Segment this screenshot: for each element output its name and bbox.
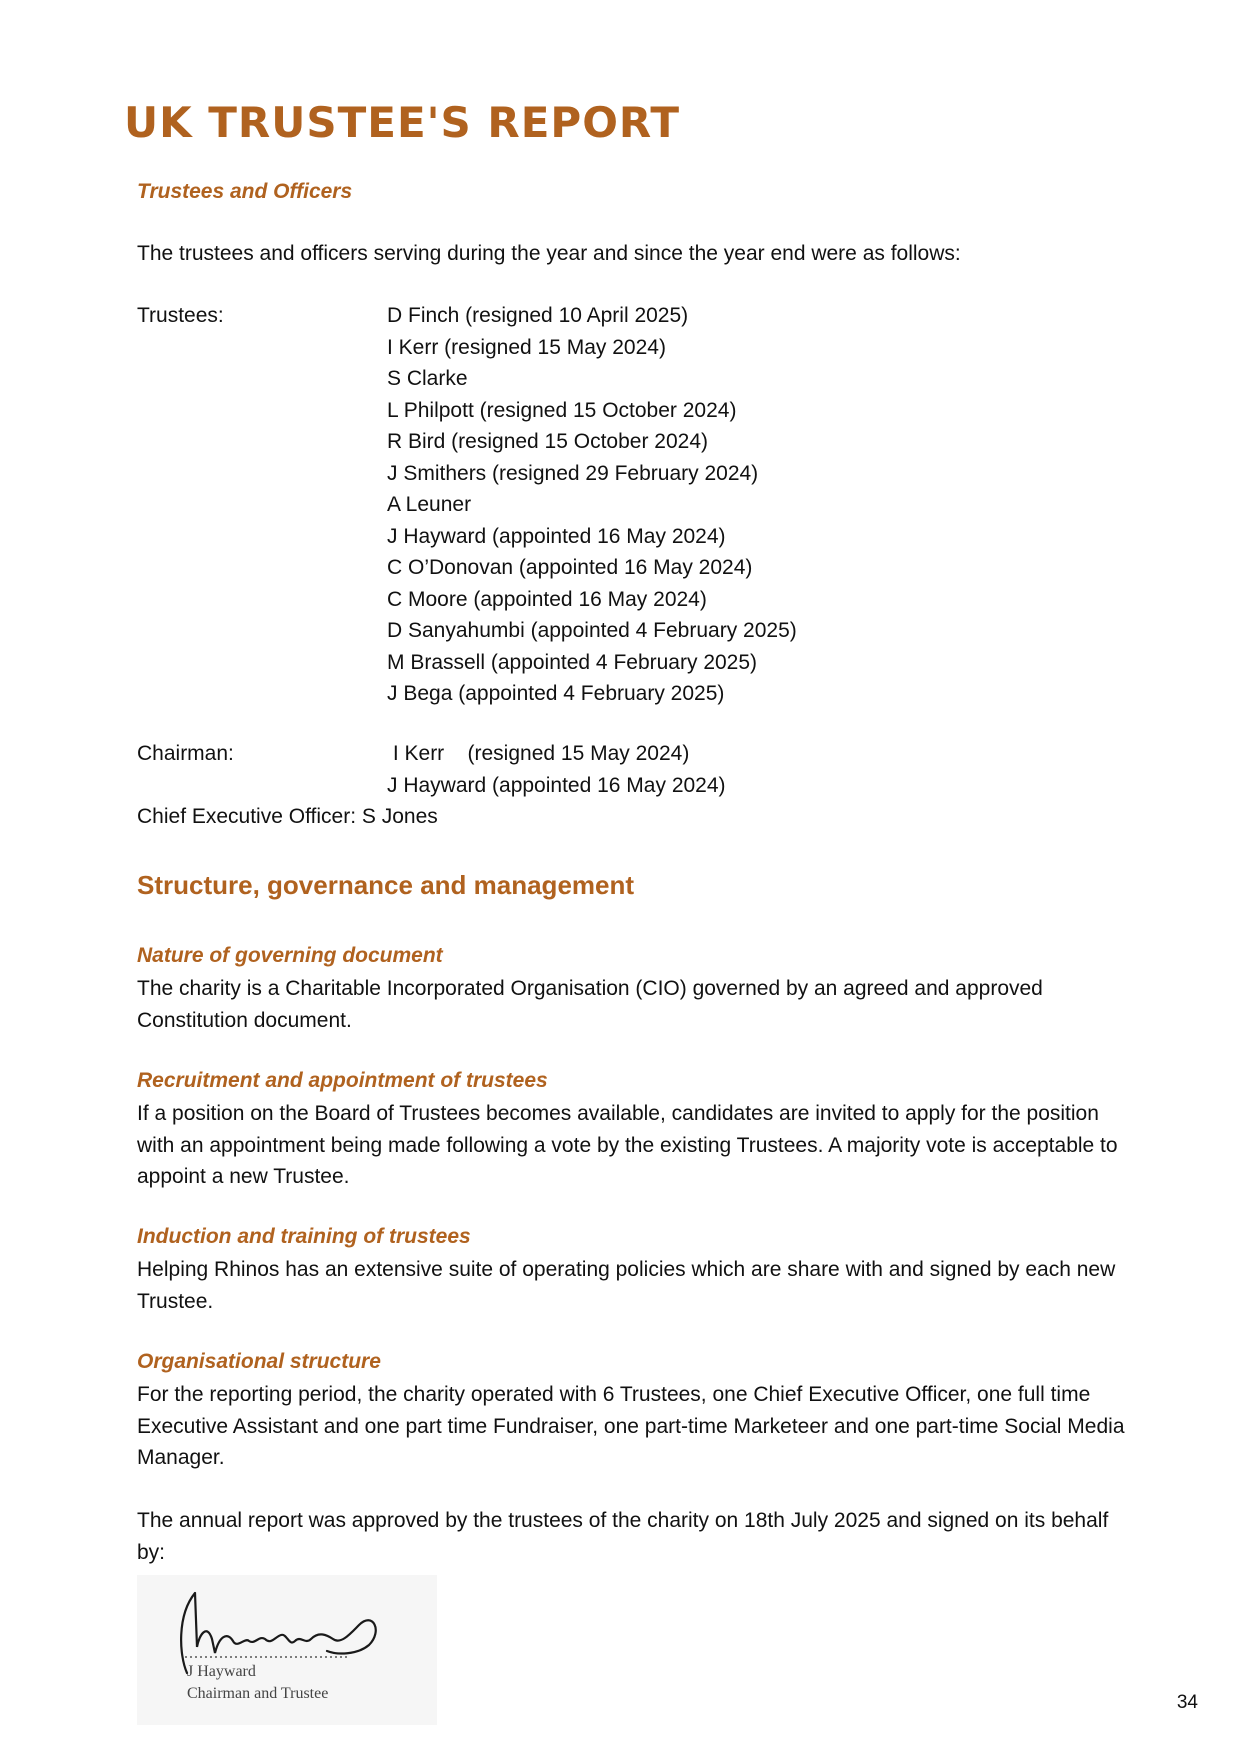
chairman-item: J Hayward (appointed 16 May 2024) <box>387 773 726 797</box>
trustees-intro: The trustees and officers serving during the year and since the year end were as follows: <box>137 242 961 265</box>
ceo-line: Chief Executive Officer: S Jones <box>137 805 438 828</box>
chairman-item: I Kerr (resigned 15 May 2024) <box>387 742 690 765</box>
recruitment-heading: Recruitment and appointment of trustees <box>137 1069 548 1092</box>
recruitment-text: If a position on the Board of Trustees becomes available, candidates are invited to apply for the position with an appointment being made following a vote by the existing Trustees. A majority vote is acceptable to appoint a new Trustee. <box>137 1102 1118 1188</box>
structure-text: For the reporting period, the charity operated with 6 Trustees, one Chief Executive Officer, one full time Executive Assistant and one part time Fundraiser, one part-time Marketeer and one part-time Social Media Manager. <box>137 1383 1125 1469</box>
trustees-label: Trustees: <box>137 304 224 327</box>
trustee-item: I Kerr (resigned 15 May 2024) <box>387 335 666 359</box>
signature-role: Chairman and Trustee <box>187 1685 329 1702</box>
trustee-item: J Hayward (appointed 16 May 2024) <box>387 524 726 548</box>
trustees-officers-heading: Trustees and Officers <box>137 180 353 203</box>
trustee-item: L Philpott (resigned 15 October 2024) <box>387 398 737 422</box>
trustee-item: C O’Donovan (appointed 16 May 2024) <box>387 556 753 579</box>
trustee-item: M Brassell (appointed 4 February 2025) <box>387 650 758 674</box>
nature-text: The charity is a Charitable Incorporated Organisation (CIO) governed by an agreed and approved Constitution document. <box>137 977 1043 1032</box>
signature-name: J Hayward <box>187 1663 256 1680</box>
trustee-item: C Moore (appointed 16 May 2024) <box>387 587 707 611</box>
page-number: 34 <box>1176 1692 1198 1713</box>
trustee-item: J Bega (appointed 4 February 2025) <box>387 682 725 705</box>
induction-text: Helping Rhinos has an extensive suite of operating policies which are share with and signed by each new Trustee. <box>137 1258 1116 1313</box>
chairman-list <box>387 738 726 801</box>
trustee-item: D Finch (resigned 10 April 2025) <box>387 304 689 327</box>
chairman-label: Chairman: <box>137 742 234 765</box>
trustees-list <box>387 300 797 710</box>
trustee-item: S Clarke <box>387 367 468 390</box>
signature-block <box>137 1575 437 1725</box>
approval-text: The annual report was approved by the trustees of the charity on 18th July 2025 and signed on its behalf by: <box>137 1509 1109 1564</box>
induction-heading: Induction and training of trustees <box>137 1225 471 1248</box>
trustee-item: R Bird (resigned 15 October 2024) <box>387 430 708 453</box>
structure-heading: Organisational structure <box>137 1350 381 1373</box>
trustee-item: A Leuner <box>387 493 472 516</box>
trustee-item: J Smithers (resigned 29 February 2024) <box>387 461 759 485</box>
governance-heading: Structure, governance and management <box>137 870 635 900</box>
trustee-item: D Sanyahumbi (appointed 4 February 2025) <box>387 619 797 642</box>
page-title: UK TRUSTEE'S REPORT <box>124 98 680 147</box>
nature-heading: Nature of governing document <box>137 944 443 967</box>
